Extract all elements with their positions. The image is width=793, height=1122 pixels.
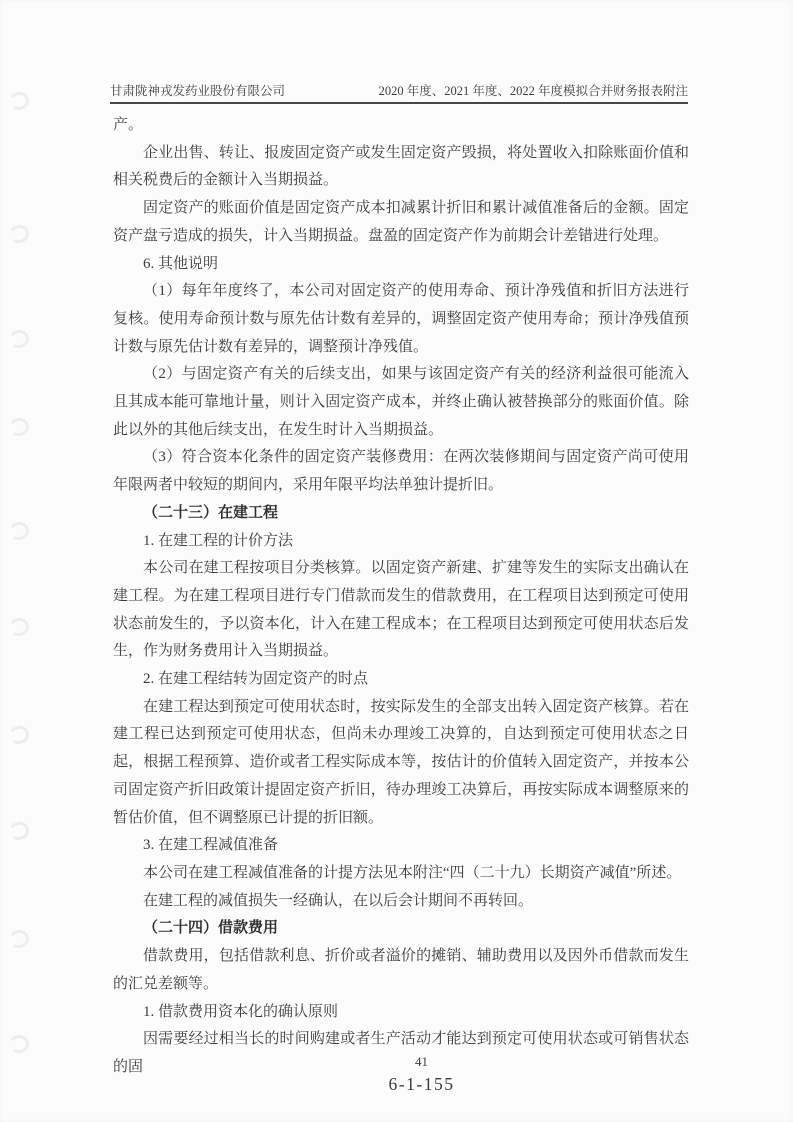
subsection-heading: 1. 借款费用资本化的确认原则 [143, 1003, 339, 1020]
binding-mark [7, 416, 30, 438]
binding-mark [7, 928, 30, 950]
subsection-heading: 2. 在建工程结转为固定资产的时点 [143, 671, 369, 688]
paragraph: 企业出售、转让、报废固定资产或发生固定资产毁损，将处置收入扣除账面价值和相关税费后的金额计入当期损益。 [113, 144, 689, 189]
paragraph: 在建工程的减值损失一经确认，在以后会计期间不再转回。 [143, 892, 534, 909]
subsection-heading: 1. 在建工程的计价方法 [143, 532, 294, 549]
binding-mark [7, 520, 30, 542]
paragraph: （1）每年年度终了，本公司对固定资产的使用寿命、预计净残值和折旧方法进行复核。使用寿命预计数与原先估计数有差异的，调整固定资产使用寿命；预计净残值预计数与原先估计数有差异的，调整预计净残值。 [113, 283, 689, 355]
binding-mark [7, 616, 30, 638]
binding-mark [7, 223, 30, 245]
section-heading-23: （二十三）在建工程 [143, 504, 279, 521]
paragraph: 本公司在建工程减值准备的计提方法见本附注“四（二十九）长期资产减值”所述。 [143, 864, 682, 881]
paragraph: （3）符合资本化条件的固定资产装修费用：在两次装修期间与固定资产尚可使用年限两者中较短的期间内，采用年限平均法单独计提折旧。 [113, 449, 689, 494]
binding-mark [7, 820, 30, 842]
company-name: 甘肃陇神戎发药业股份有限公司 [110, 84, 286, 98]
binding-mark [7, 1033, 30, 1055]
paragraph: 本公司在建工程按项目分类核算。以固定资产新建、扩建等发生的实际支出确认在建工程。为在建工程项目进行专门借款而发生的借款费用，在工程项目达到预定可使用状态前发生的，予以资本化，计入在建工程成本；在工程项目达到预定可使用状态后发生，作为财务费用计入当期损益。 [113, 560, 689, 660]
page-header [110, 77, 688, 104]
paragraph: （2）与固定资产有关的后续支出，如果与该固定资产有关的经济利益很可能流入且其成本能可靠地计量，则计入固定资产成本，并终止确认被替换部分的账面价值。除此以外的其他后续支出，在发生时计入当期损益。 [113, 366, 689, 438]
paragraph-truncated: 因需要经过相当长的时间购建或者生产活动才能达到预定可使用状态或可销售状态的固 [113, 1031, 689, 1075]
binding-mark [7, 328, 30, 350]
report-title: 2020 年度、2021 年度、2022 年度模拟合并财务报表附注 [378, 84, 688, 98]
document-body [113, 112, 689, 1082]
binding-mark [7, 724, 30, 746]
binding-mark [7, 90, 30, 112]
document-code: 6-1-155 [388, 1074, 455, 1094]
list-item-6: 6. 其他说明 [143, 255, 219, 272]
paragraph: 借款费用，包括借款利息、折价或者溢价的摊销、辅助费用以及因外币借款而发生的汇兑差额等。 [113, 948, 689, 992]
page-number: 41 [415, 1054, 428, 1069]
subsection-heading: 3. 在建工程减值准备 [143, 837, 279, 854]
paragraph-continuation: 产。 [113, 117, 144, 133]
paragraph: 固定资产的账面价值是固定资产成本扣减累计折旧和累计减值准备后的金额。固定资产盘亏造成的损失，计入当期损益。盘盈的固定资产作为前期会计差错进行处理。 [113, 200, 689, 244]
paragraph: 在建工程达到预定可使用状态时，按实际发生的全部支出转入固定资产核算。若在建工程已达到预定可使用状态，但尚未办理竣工决算的，自达到预定可使用状态之日起，根据工程预算、造价或者工程实际成本等，按估计的价值转入固定资产，并按本公司固定资产折旧政策计提固定资产折旧，待办理竣工决算后，再按实际成本调整原来的暂估价值，但不调整原已计提的折旧额。 [113, 698, 689, 826]
section-heading-24: （二十四）借款费用 [143, 920, 279, 937]
